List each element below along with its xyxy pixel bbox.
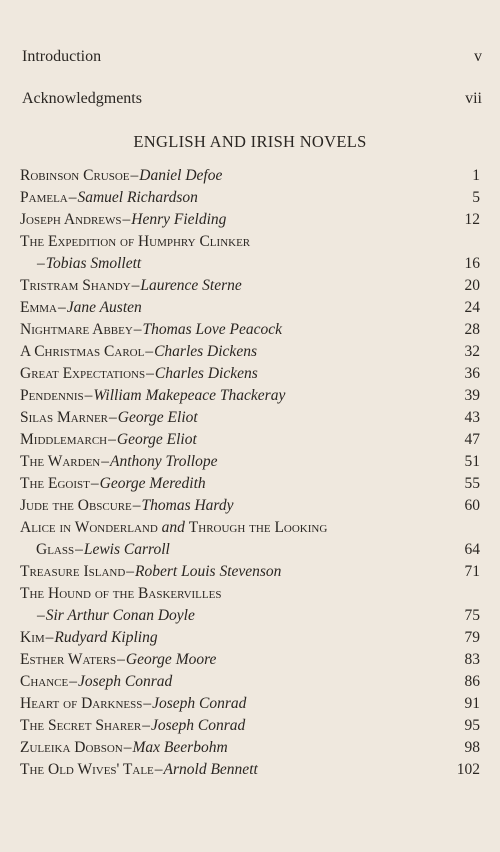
entry-title: A Christmas Carol	[20, 343, 145, 360]
section-heading: ENGLISH AND IRISH NOVELS	[133, 132, 367, 151]
toc-entry	[20, 759, 480, 781]
entry-title: Zuleika Dobson	[20, 739, 123, 756]
entry-page-number: 1	[472, 167, 480, 184]
entry-dash: –	[133, 321, 142, 338]
entry-page-number: 71	[464, 563, 480, 580]
entry-page-number: 39	[464, 387, 480, 404]
entry-title: The Secret Sharer	[20, 717, 142, 734]
entry-page-number: 86	[464, 673, 480, 690]
entry-dash: –	[101, 453, 109, 470]
entry-title: Glass	[36, 541, 75, 558]
entry-dash: –	[122, 211, 131, 228]
entry-page-number: 55	[464, 475, 480, 492]
entry-dash: –	[57, 299, 66, 316]
toc-entry	[20, 495, 480, 517]
toc-entry	[20, 231, 480, 253]
entry-author: Lewis Carroll	[83, 541, 170, 558]
entry-author: Laurence Sterne	[140, 277, 242, 294]
entry-title: Pamela	[20, 189, 68, 206]
front-label: Acknowledgments	[22, 90, 142, 107]
entry-dash: –	[146, 365, 154, 382]
entry-dash: –	[68, 189, 77, 206]
entry-page-number: 95	[464, 717, 480, 734]
front-label: Introduction	[22, 48, 102, 65]
entry-dash: –	[37, 607, 45, 624]
entry-title: Treasure Island	[20, 563, 126, 580]
entry-title: Kim	[20, 629, 45, 646]
entry-title: Pendennis	[20, 387, 84, 404]
entry-dash: –	[132, 497, 141, 514]
toc-front-introduction	[22, 48, 482, 66]
entry-title: The Egoist	[20, 475, 90, 492]
entry-title: The Old Wives' Tale	[20, 761, 154, 778]
toc-entry	[20, 649, 480, 671]
toc-entry	[20, 473, 480, 495]
entry-author: Joseph Conrad	[77, 673, 173, 690]
entry-page-number: 102	[456, 761, 480, 778]
toc-entry	[20, 165, 480, 187]
entry-author: Thomas Love Peacock	[142, 321, 283, 338]
toc-entry	[20, 737, 480, 759]
entry-author: Max Beerbohm	[132, 739, 228, 756]
entry-dash: –	[45, 629, 54, 646]
entry-page-number: 79	[464, 629, 480, 646]
entry-page-number: 12	[464, 211, 480, 228]
entry-dash: –	[84, 387, 93, 404]
entry-author: George Eliot	[116, 431, 197, 448]
toc-entry	[20, 209, 480, 231]
entry-author: Charles Dickens	[154, 343, 257, 360]
entry-author: Henry Fielding	[131, 211, 227, 228]
entry-page-number: 98	[464, 739, 480, 756]
entry-page-number: 20	[464, 277, 480, 294]
toc-entry	[20, 671, 480, 693]
entry-author: Sir Arthur Conan Doyle	[45, 607, 195, 624]
toc-entry	[20, 715, 480, 737]
toc-entry	[20, 605, 480, 627]
toc-entry	[20, 583, 480, 605]
entry-page-number: 32	[464, 343, 480, 360]
entry-title: Tristram Shandy	[20, 277, 131, 294]
entry-page-number: 5	[472, 189, 480, 206]
entry-dash: –	[126, 563, 135, 580]
entry-title: Joseph Andrews	[20, 211, 122, 228]
entry-title: The Expedition of Humphry Clinker	[20, 233, 251, 250]
toc-entry	[20, 451, 480, 473]
entry-author: Anthony Trollope	[110, 453, 218, 470]
entry-title: Nightmare Abbey	[20, 321, 133, 338]
entry-author: George Eliot	[117, 409, 198, 426]
entry-author: Thomas Hardy	[141, 497, 234, 514]
entry-title: Jude the Obscure	[20, 497, 132, 514]
toc-entry	[20, 253, 480, 275]
front-page-number: v	[474, 48, 482, 65]
entry-title: The Warden	[20, 453, 101, 470]
entry-author: Charles Dickens	[154, 365, 258, 382]
entry-page-number: 91	[464, 695, 480, 712]
entry-author: Arnold Bennett	[163, 761, 258, 778]
entry-page-number: 28	[464, 321, 480, 338]
entry-author: Joseph Conrad	[150, 717, 246, 734]
entry-author: Samuel Richardson	[77, 189, 198, 206]
entry-title: Silas Marner	[20, 409, 109, 426]
toc-entry	[20, 341, 480, 363]
entry-page-number: 60	[464, 497, 480, 514]
toc-entry	[20, 517, 480, 539]
entry-author: William Makepeace Thackeray	[93, 387, 286, 404]
entry-dash: –	[154, 761, 163, 778]
entry-dash: –	[130, 167, 139, 184]
entry-page-number: 75	[464, 607, 480, 624]
toc-entry	[20, 627, 480, 649]
toc-entry	[20, 187, 480, 209]
entry-author: George Moore	[125, 651, 217, 668]
toc-entry	[20, 297, 480, 319]
entry-author: Daniel Defoe	[139, 167, 223, 184]
toc-entry	[20, 385, 480, 407]
entry-author: Jane Austen	[66, 299, 142, 316]
toc-entry	[20, 407, 480, 429]
entry-author: George Meredith	[99, 475, 206, 492]
entry-title: Great Expectations	[20, 365, 146, 382]
entry-title: The Hound of the Baskervilles	[20, 585, 222, 602]
entry-title: Esther Waters	[20, 651, 117, 668]
entry-title: Emma	[20, 299, 57, 316]
toc-entry	[20, 319, 480, 341]
toc-entry	[20, 429, 480, 451]
entry-dash: –	[69, 673, 77, 690]
entry-dash: –	[75, 541, 83, 558]
entry-title: Middlemarch	[20, 431, 108, 448]
entry-dash: –	[143, 695, 152, 712]
entry-title-part2: Through the Looking	[188, 519, 328, 536]
entry-dash: –	[142, 717, 150, 734]
entry-page-number: 43	[464, 409, 480, 426]
toc-list	[20, 165, 480, 781]
entry-conjunction: and	[161, 519, 185, 536]
entry-dash: –	[108, 431, 116, 448]
toc-front-acknowledgments	[22, 90, 482, 108]
toc-entry	[20, 363, 480, 385]
entry-dash: –	[131, 277, 140, 294]
entry-title: Heart of Darkness	[20, 695, 143, 712]
entry-dash: –	[117, 651, 125, 668]
entry-title: Robinson Crusoe	[20, 167, 130, 184]
toc-entry	[20, 561, 480, 583]
entry-page-number: 51	[464, 453, 480, 470]
entry-title: Alice in Wonderland	[20, 519, 158, 536]
entry-title: Chance	[20, 673, 69, 690]
entry-page-number: 83	[464, 651, 480, 668]
entry-page-number: 47	[464, 431, 480, 448]
entry-page-number: 36	[464, 365, 480, 382]
toc-entry	[20, 693, 480, 715]
toc-entry	[20, 539, 480, 561]
entry-author: Robert Louis Stevenson	[135, 563, 282, 580]
entry-dash: –	[90, 475, 99, 492]
entry-dash: –	[109, 409, 117, 426]
entry-dash: –	[123, 739, 132, 756]
entry-page-number: 24	[464, 299, 480, 316]
entry-author: Rudyard Kipling	[54, 629, 158, 646]
toc-entry	[20, 275, 480, 297]
entry-page-number: 16	[464, 255, 480, 272]
entry-page-number: 64	[464, 541, 480, 558]
front-page-number: vii	[465, 90, 482, 107]
entry-author: Tobias Smollett	[45, 255, 142, 272]
entry-author: Joseph Conrad	[152, 695, 247, 712]
entry-dash: –	[37, 255, 45, 272]
entry-dash: –	[145, 343, 154, 360]
